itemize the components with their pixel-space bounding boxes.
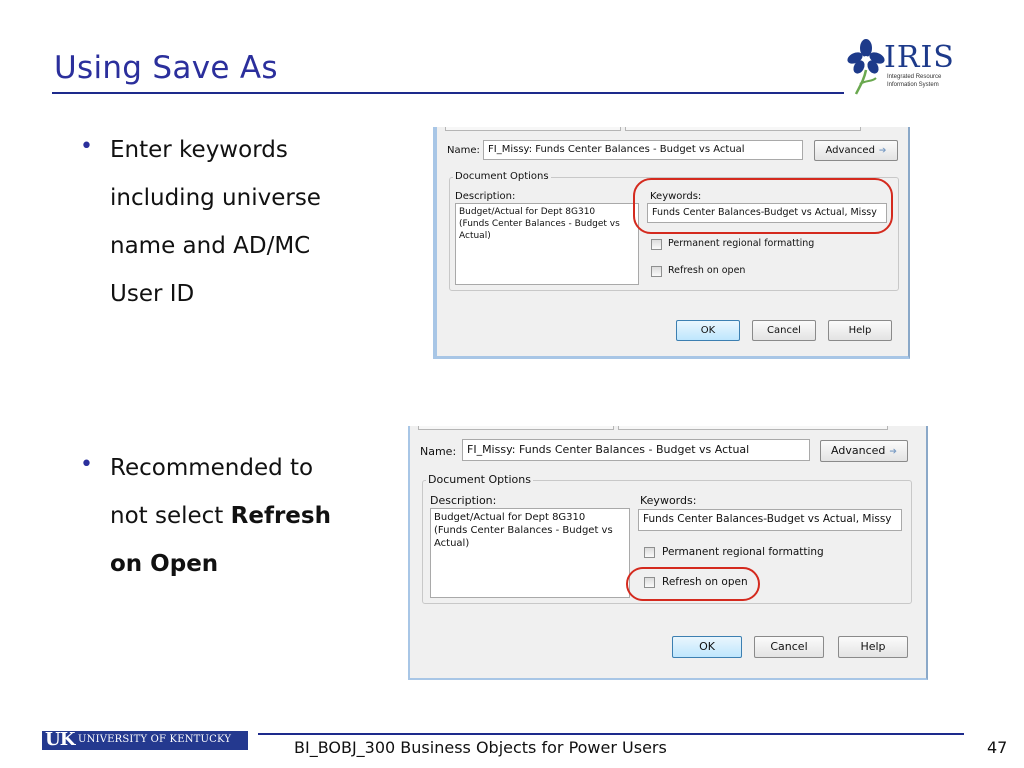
keywords-input[interactable]: Funds Center Balances-Budget vs Actual, Missy (638, 509, 902, 531)
document-options-title: Document Options (428, 473, 531, 486)
cropped-field (418, 426, 614, 430)
keywords-input[interactable]: Funds Center Balances-Budget vs Actual, Missy (647, 203, 887, 223)
arrow-right-icon: ➔ (878, 146, 887, 156)
iris-logo (840, 36, 970, 98)
bullet-text (110, 126, 380, 318)
ok-button[interactable]: OK (676, 320, 740, 341)
bullet-marker: • (80, 134, 93, 159)
keywords-label: Keywords: (650, 191, 702, 202)
advanced-button[interactable] (820, 440, 908, 462)
bullet-line: including universe (110, 185, 321, 211)
name-label: Name: (447, 145, 480, 156)
refresh-on-open-label: Refresh on open (662, 576, 748, 588)
advanced-button-label: Advanced (825, 145, 875, 156)
cropped-field (618, 426, 888, 430)
permanent-regional-formatting-checkbox[interactable] (644, 547, 655, 558)
description-line: Budget/Actual for Dept 8G310 (434, 512, 586, 523)
description-line: (Funds Center Balances - Budget vs (434, 525, 613, 536)
save-as-dialog-screenshot-1 (433, 127, 910, 359)
bullet-line: Recommended to (110, 455, 314, 481)
bullet-line-bold: Refresh (230, 503, 331, 529)
footer-course-title: BI_BOBJ_300 Business Objects for Power Users (294, 738, 667, 757)
cancel-button[interactable]: Cancel (752, 320, 816, 341)
description-textarea[interactable] (430, 508, 630, 598)
description-line: (Funds Center Balances - Budget vs (459, 219, 620, 229)
description-line: Actual) (459, 231, 491, 241)
logo-subtitle-line: Integrated Resource (887, 74, 942, 80)
description-label: Description: (430, 494, 497, 507)
description-line: Actual) (434, 538, 470, 549)
logo-subtitle-line: Information System (887, 82, 939, 88)
advanced-button[interactable] (814, 140, 898, 161)
help-button[interactable]: Help (828, 320, 892, 341)
name-label: Name: (420, 445, 457, 458)
bullet-line (110, 492, 380, 540)
refresh-highlight-oval (626, 567, 760, 601)
cancel-button[interactable]: Cancel (754, 636, 824, 658)
ok-button[interactable]: OK (672, 636, 742, 658)
logo-wordmark: IRIS (884, 40, 955, 75)
bullet-line: User ID (110, 281, 195, 307)
permanent-regional-formatting-checkbox[interactable] (651, 239, 662, 250)
advanced-button-label: Advanced (831, 444, 886, 457)
logo-subtitle (887, 73, 967, 89)
uk-name: UNIVERSITY OF KENTUCKY (78, 734, 232, 745)
bullet-text (110, 444, 380, 588)
university-of-kentucky-logo (42, 731, 248, 750)
footer-divider (258, 733, 964, 735)
document-options-title: Document Options (455, 171, 549, 182)
bullet-marker: • (80, 452, 93, 477)
uk-letters: UK (45, 729, 75, 750)
bullet-line-prefix: not select (110, 503, 231, 529)
permanent-regional-formatting-label: Permanent regional formatting (662, 546, 824, 558)
save-as-dialog-screenshot-2 (408, 426, 928, 680)
description-label: Description: (455, 191, 516, 202)
arrow-right-icon: ➔ (889, 447, 897, 457)
bullet-line: name and AD/MC (110, 233, 311, 259)
name-input[interactable]: FI_Missy: Funds Center Balances - Budget vs Actual (462, 439, 810, 461)
page-number: 47 (987, 738, 1008, 757)
description-textarea[interactable] (455, 203, 639, 285)
cropped-field (625, 127, 861, 131)
bullet-line-bold: on Open (110, 551, 219, 577)
title-divider (52, 92, 844, 94)
iris-flower-icon (846, 38, 886, 96)
bullet-line: Enter keywords (110, 137, 288, 163)
bullet-line (110, 540, 380, 588)
keywords-label: Keywords: (640, 494, 697, 507)
permanent-regional-formatting-label: Permanent regional formatting (668, 238, 815, 249)
help-button[interactable]: Help (838, 636, 908, 658)
cropped-field (445, 127, 621, 131)
refresh-on-open-checkbox[interactable] (651, 266, 662, 277)
description-line: Budget/Actual for Dept 8G310 (459, 207, 596, 217)
slide-title: Using Save As (54, 50, 278, 86)
keywords-highlight-oval (633, 178, 893, 234)
name-input[interactable]: FI_Missy: Funds Center Balances - Budget vs Actual (483, 140, 803, 160)
refresh-on-open-label: Refresh on open (668, 265, 746, 276)
